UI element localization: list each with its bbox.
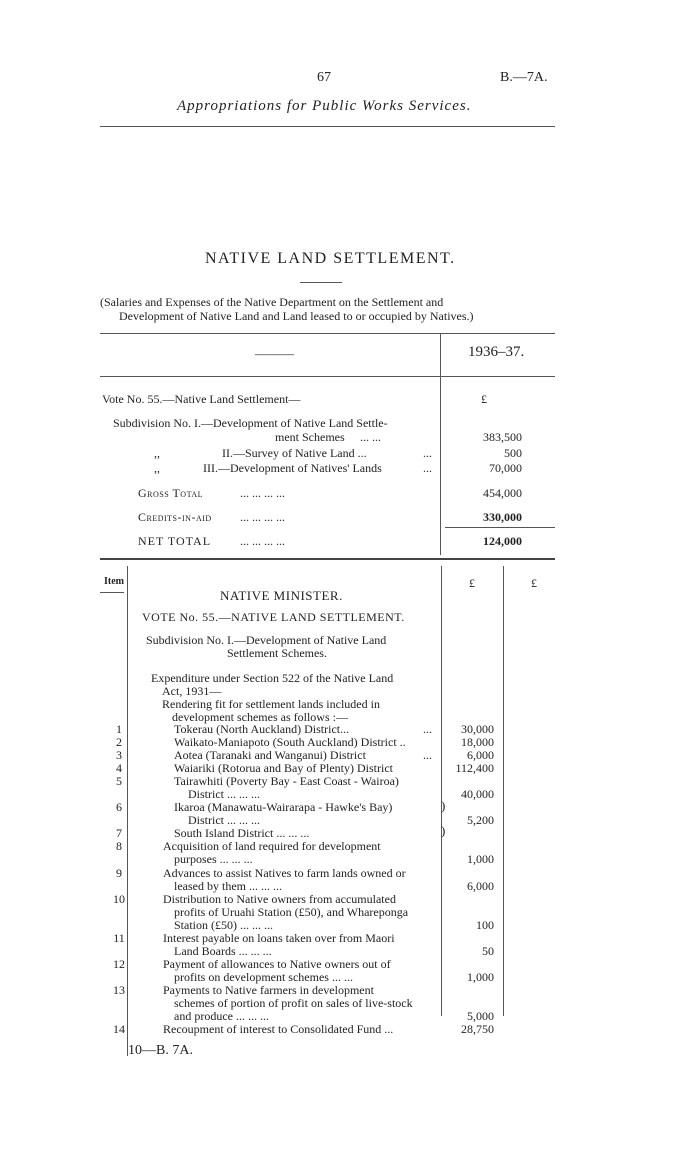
item-number: 12: [113, 957, 125, 971]
subdivision-3-leader: ...: [423, 461, 432, 475]
subdivision-2-ditto: ,,: [154, 446, 160, 460]
item-number: 8: [116, 839, 122, 853]
item-description-line-1: Acquisition of land required for development: [163, 839, 381, 853]
item-description: Waiariki (Rotorua and Bay of Plenty) District: [174, 761, 393, 775]
item-description-line-2: profits on development schemes ... ...: [174, 970, 353, 984]
item-number: 3: [116, 748, 122, 762]
item-description: South Island District ... ... ...: [174, 826, 310, 840]
item-amount: 100: [476, 918, 494, 932]
summary-bottom-rule: [100, 558, 555, 560]
item-number: 14: [113, 1022, 125, 1036]
subdivision-1-leader: ... ...: [360, 430, 381, 444]
bracket-icon: ): [441, 823, 446, 838]
bracket-icon: ): [441, 798, 446, 813]
item-description-line-1: Tairawhiti (Poverty Bay - East Coast - Wairoa): [174, 774, 399, 788]
item-number: 2: [116, 735, 122, 749]
summary-header-rule: [100, 376, 555, 377]
item-leader: ...: [423, 748, 432, 762]
vote-heading: VOTE No. 55.—NATIVE LAND SETTLEMENT.: [142, 610, 405, 624]
summary-top-rule: [100, 333, 555, 334]
item-amount: 28,750: [461, 1022, 494, 1036]
item-amount: 50: [482, 944, 494, 958]
item-description-line-3: Station (£50) ... ... ...: [174, 918, 273, 932]
item-amount: 5,000: [467, 1009, 494, 1023]
item-amount: 30,000: [461, 722, 494, 736]
item-description-line-1: Payment of allowances to Native owners out of: [163, 957, 391, 971]
title-rule: [300, 282, 342, 283]
item-number: 11: [113, 931, 125, 945]
page-number: 67: [317, 70, 331, 85]
credits-in-aid-leader: ... ... ... ...: [240, 510, 285, 524]
item-description-line-2: profits of Uruahi Station (£50), and Whareponga: [174, 905, 409, 919]
subdivision-3-ditto: ,,: [154, 461, 160, 475]
item-description-line-1: Ikaroa (Manawatu-Wairarapa - Hawke's Bay): [174, 800, 393, 814]
header-rule: [100, 126, 555, 127]
section-subtitle-line-1: (Salaries and Expenses of the Native Department on the Settlement and: [100, 295, 444, 309]
item-number: 7: [116, 826, 122, 840]
item-description: Waikato-Maniapoto (South Auckland) District ..: [174, 735, 406, 749]
subdivision-2-leader: ...: [423, 446, 432, 460]
rendering-line-1: Rendering fit for settlement lands included in: [162, 697, 380, 711]
subdivision-heading-line-1: Subdivision No. I.—Development of Native Land: [146, 633, 387, 647]
subdivision-2-label: II.—Survey of Native Land ...: [222, 446, 367, 460]
vote-label: Vote No. 55.—Native Land Settlement—: [102, 392, 301, 406]
item-description-line-2: schemes of portion of profit on sales of live-stock: [174, 996, 413, 1010]
section-title: NATIVE LAND SETTLEMENT.: [205, 250, 456, 267]
subdivision-1-line-2: ment Schemes: [275, 430, 345, 444]
item-description-line-3: and produce ... ... ...: [174, 1009, 269, 1023]
subdivision-heading-line-2: Settlement Schemes.: [227, 646, 327, 660]
net-total-leader: ... ... ... ...: [240, 534, 285, 548]
item-number: 13: [113, 983, 125, 997]
item-description-line-2: purposes ... ... ...: [174, 852, 253, 866]
expenditure-line-1: Expenditure under Section 522 of the Native Land: [151, 671, 394, 685]
subdivision-2-amount: 500: [504, 446, 522, 460]
gross-total-label: Gross Total: [138, 486, 203, 500]
item-description-line-2: leased by them ... ... ...: [174, 879, 282, 893]
item-description: Tokerau (North Auckland) District...: [174, 722, 350, 736]
gross-total-leader: ... ... ... ...: [240, 486, 285, 500]
item-description-line-2: District ... ... ...: [188, 787, 260, 801]
item-column-header: Item: [104, 576, 124, 587]
expenditure-line-2: Act, 1931—: [162, 684, 222, 698]
item-number: 6: [116, 800, 122, 814]
item-number: 10: [113, 892, 125, 906]
item-description-line-1: Advances to assist Natives to farm lands owned or: [163, 866, 406, 880]
item-description-line-1: Payments to Native farmers in development: [163, 983, 374, 997]
summary-currency: £: [481, 392, 487, 406]
summary-dash: ———: [255, 346, 294, 361]
item-amount: 1,000: [467, 970, 494, 984]
minister-heading: NATIVE MINISTER.: [220, 588, 343, 603]
printer-signature: 10—B. 7A.: [128, 1043, 193, 1058]
item-amount: 6,000: [467, 748, 494, 762]
detail-currency-2: £: [531, 576, 537, 590]
section-subtitle-line-2: Development of Native Land and Land leased to or occupied by Natives.): [119, 309, 474, 323]
page-title: Appropriations for Public Works Services.: [177, 98, 472, 114]
gross-total-amount: 454,000: [483, 486, 522, 500]
credits-in-aid-amount: 330,000: [483, 510, 522, 524]
credits-in-aid-label: Credits-in-aid: [138, 510, 212, 524]
item-description-line-2: District ... ... ...: [188, 813, 260, 827]
item-description: Aotea (Taranaki and Wanganui) District: [174, 748, 366, 762]
item-number: 5: [116, 774, 122, 788]
subdivision-3-amount: 70,000: [489, 461, 522, 475]
item-description-line-1: Interest payable on loans taken over from Maori: [163, 931, 395, 945]
item-description-line-1: Distribution to Native owners from accumulated: [163, 892, 396, 906]
item-amount: 1,000: [467, 852, 494, 866]
item-amount: 40,000: [461, 787, 494, 801]
item-amount: 6,000: [467, 879, 494, 893]
item-number: 1: [116, 722, 122, 736]
rendering-line-2: development schemes as follows :—: [172, 710, 348, 724]
net-total-rule: [445, 527, 555, 528]
subdivision-1-line-1: Subdivision No. I.—Development of Native Land Settle-: [113, 416, 388, 430]
document-reference: B.—7A.: [500, 70, 548, 85]
item-description-line-2: Land Boards ... ... ...: [174, 944, 272, 958]
item-number: 4: [116, 761, 122, 775]
item-leader: ...: [423, 722, 432, 736]
detail-currency-1: £: [469, 576, 475, 590]
amount-column-divider-2: [503, 566, 504, 1016]
item-amount: 18,000: [461, 735, 494, 749]
item-header-rule: [100, 592, 124, 593]
subdivision-3-label: III.—Development of Natives' Lands: [203, 461, 382, 475]
item-description: Recoupment of interest to Consolidated Fund ...: [163, 1022, 394, 1036]
summary-year-header: 1936–37.: [468, 344, 525, 360]
net-total-amount: 124,000: [483, 534, 522, 548]
item-number: 9: [116, 866, 122, 880]
summary-column-divider: [440, 333, 441, 555]
net-total-label: NET TOTAL: [138, 534, 212, 548]
item-amount: 5,200: [467, 813, 494, 827]
item-amount: 112,400: [455, 761, 494, 775]
subdivision-1-amount: 383,500: [483, 430, 522, 444]
